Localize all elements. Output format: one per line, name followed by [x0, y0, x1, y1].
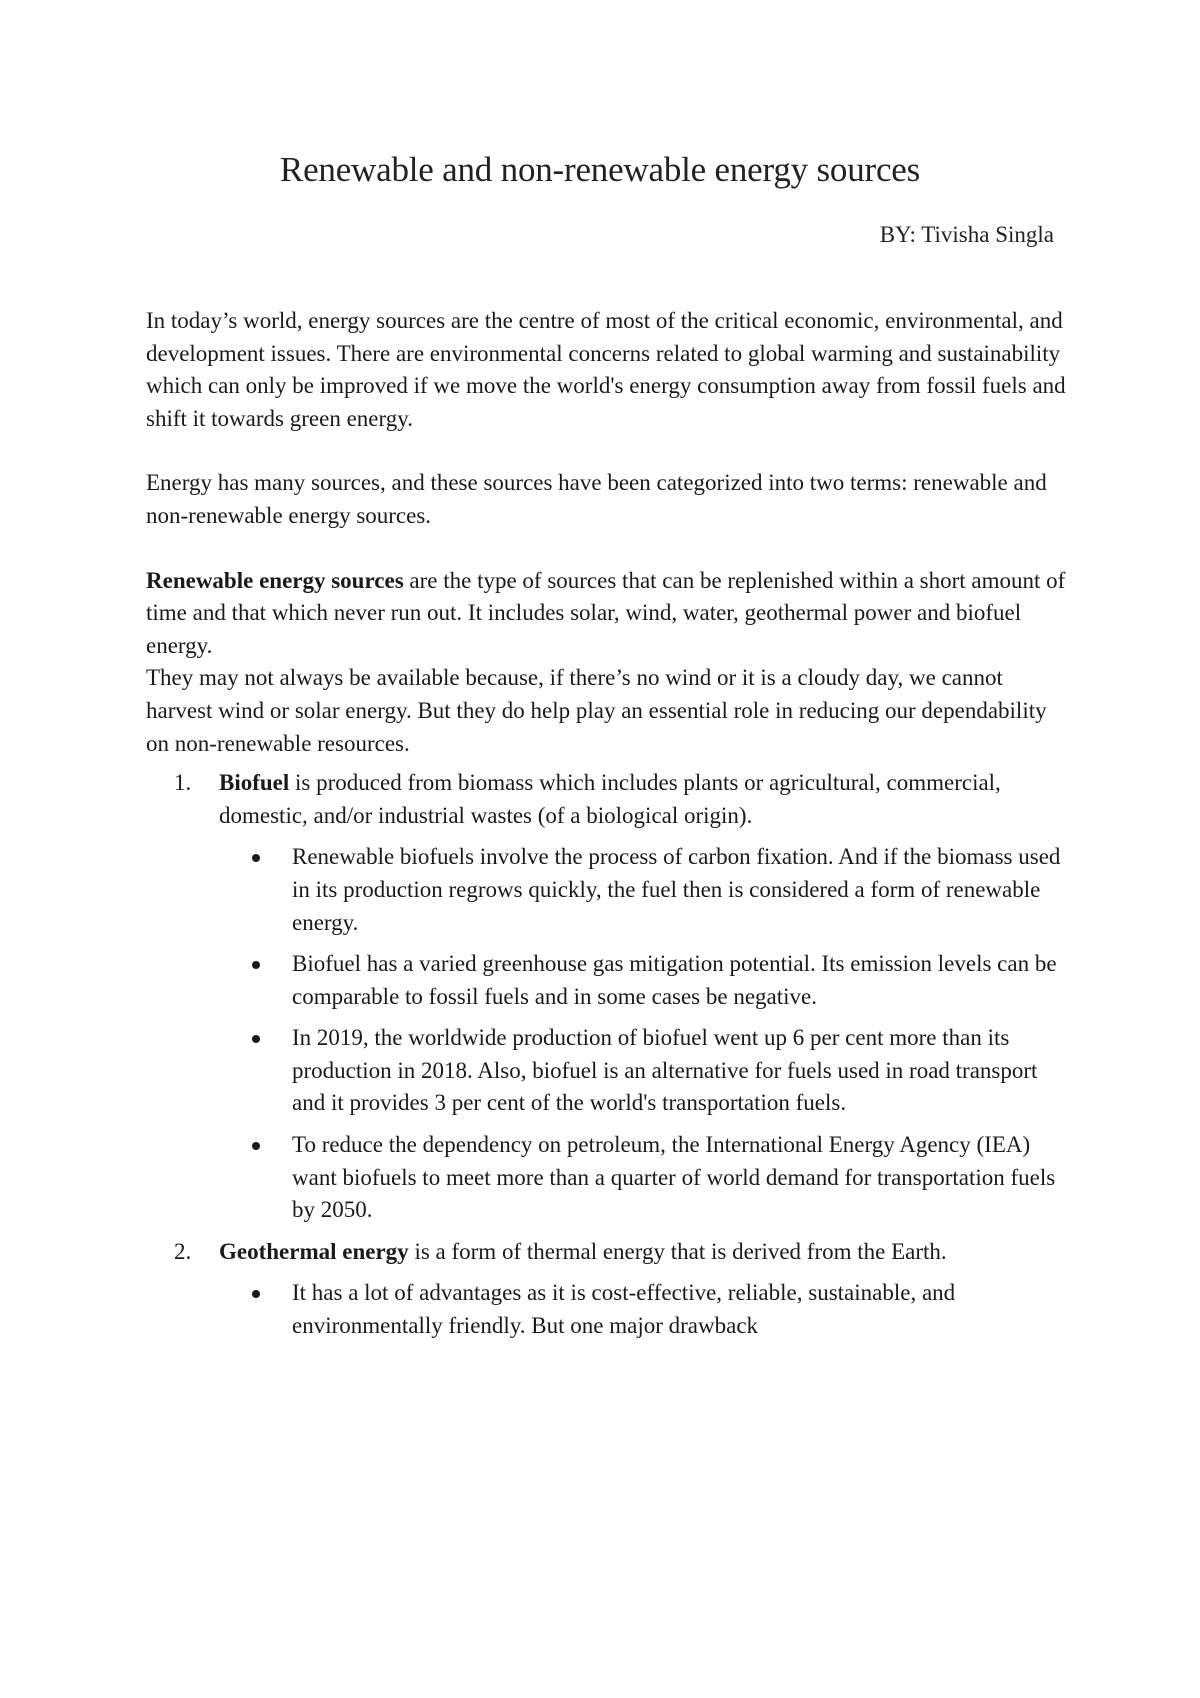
paragraph-gap [146, 435, 1066, 467]
bullet-icon [252, 961, 260, 969]
intro-paragraph: In today’s world, energy sources are the centre of most of the critical economic, environmental, and development issues. There are environmental concerns related to global warming and sustainability which can only be improved if we move the world's energy consumption away from fossil fuels and shift it towards green energy. [146, 308, 1066, 431]
list-number: 2. [174, 1238, 192, 1264]
list-item-text: is produced from biomass which includes plants or agricultural, commercial, domestic, and/or industrial wastes (of a biological origin). [219, 770, 1001, 828]
list-item-term: Biofuel [219, 770, 290, 796]
renewable-note-paragraph: They may not always be available because, if there’s no wind or it is a cloudy day, we cannot harvest wind or solar energy. But they do help play an essential role in reducing our dependability on non-renewable resources. [146, 665, 1047, 756]
list-item-geothermal [146, 1236, 1066, 1343]
list-item-biofuel [146, 767, 1066, 1227]
author-byline: BY: Tivisha Singla [879, 222, 1054, 247]
bullet-icon [252, 854, 260, 862]
bullet-icon [252, 1290, 260, 1298]
bullet-item [219, 841, 1066, 939]
bullet-text: To reduce the dependency on petroleum, the International Energy Agency (IEA) want biofuels to meet more than a quarter of world demand for transportation fuels by 2050. [292, 1132, 1056, 1223]
bullet-text: It has a lot of advantages as it is cost-effective, reliable, sustainable, and environmentally friendly. But one major drawback [292, 1280, 956, 1339]
renewable-definition: are the type of sources that can be replenished within a short amount of time and that which never run out. It includes solar, wind, water, geothermal power and biofuel energy. [146, 567, 1066, 658]
bullet-text: Biofuel has a varied greenhouse gas mitigation potential. Its emission levels can be comparable to fossil fuels and in some cases be negative. [292, 951, 1057, 1009]
energy-source-list [146, 767, 1066, 1343]
bullet-item [219, 1022, 1066, 1120]
categories-paragraph: Energy has many sources, and these sources have been categorized into two terms: renewable and non-renewable energy sources. [146, 470, 1047, 528]
bullet-item [219, 1277, 1066, 1342]
bullet-item [219, 948, 1066, 1013]
list-item-text: is a form of thermal energy that is derived from the Earth. [408, 1238, 947, 1264]
renewable-paragraph [146, 565, 1066, 663]
bullet-item [219, 1129, 1066, 1227]
bullet-icon [252, 1035, 260, 1043]
biofuel-bullet-list [219, 841, 1066, 1227]
document-body [146, 305, 1066, 1352]
paragraph-gap [146, 533, 1066, 565]
renewable-term: Renewable energy sources [146, 567, 404, 593]
list-item-term: Geothermal energy [219, 1238, 409, 1264]
bullet-text: Renewable biofuels involve the process of carbon fixation. And if the biomass used in its production regrows quickly, the fuel then is considered a form of renewable energy. [292, 844, 1061, 935]
bullet-text: In 2019, the worldwide production of biofuel went up 6 per cent more than its production in 2018. Also, biofuel is an alternative for fuels used in road transport and it provides 3 per cent of the world's transportation fuels. [292, 1025, 1038, 1116]
bullet-icon [252, 1142, 260, 1150]
document-title: Renewable and non-renewable energy sources [279, 150, 921, 189]
list-number: 1. [174, 770, 192, 796]
geothermal-bullet-list [219, 1277, 1066, 1342]
